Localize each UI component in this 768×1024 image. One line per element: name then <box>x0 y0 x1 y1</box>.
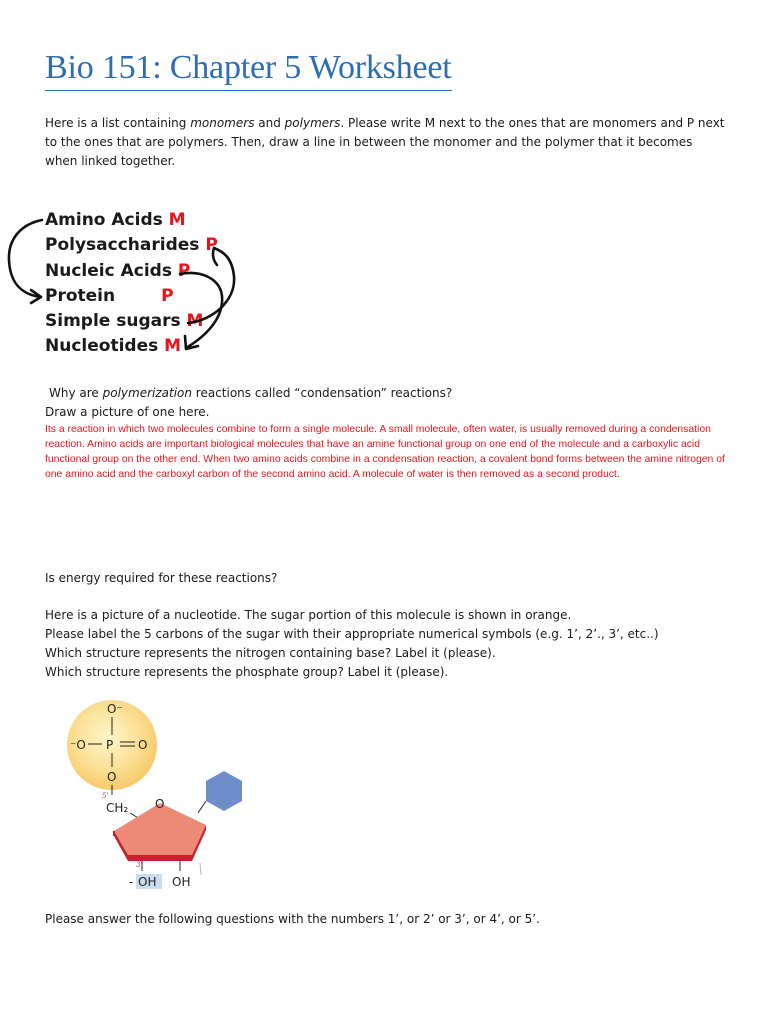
list-item-label: Nucleotides <box>45 336 165 357</box>
arrow-sugars-to-polysaccharides <box>188 248 234 323</box>
list-item-mark: M <box>168 210 186 230</box>
phosphate-o-left: ⁻O <box>70 738 86 752</box>
list-item-mark: M <box>164 336 182 357</box>
question-condensation <box>45 384 452 403</box>
list-item-label: Amino Acids <box>45 210 169 230</box>
question-draw-picture: Draw a picture of one here. <box>45 405 210 419</box>
base-hexagon <box>206 771 242 811</box>
question-energy: Is energy required for these reactions? <box>45 571 278 585</box>
oh-left-label: OH <box>138 875 157 889</box>
list-item-mark: P <box>205 235 218 256</box>
nucleotide-line: Please label the 5 carbons of the sugar with their appropriate numerical symbols (e.g. 1’, 2’., 3’, etc..) <box>45 627 659 641</box>
handdrawn-connection-arrows <box>0 200 260 370</box>
intro-polymers-word: polymers <box>284 116 341 130</box>
list-item-label: Polysaccharides <box>45 235 206 256</box>
nucleotide-instructions <box>45 606 745 682</box>
list-item-mark: M <box>186 311 204 332</box>
phosphate-o-top: O⁻ <box>107 702 123 716</box>
nucleotide-diagram <box>62 695 242 895</box>
arrow-amino-to-protein <box>9 220 42 297</box>
page-title: Bio 151: Chapter 5 Worksheet <box>45 48 452 91</box>
final-instruction: Please answer the following questions with the numbers 1’, or 2’ or 3’, or 4’, or 5’. <box>45 912 540 926</box>
list-item-mark: P <box>161 285 174 306</box>
ch2-label: CH₂ <box>106 801 129 815</box>
list-item-label: Protein <box>45 285 116 306</box>
phosphate-o-right: O <box>138 738 148 752</box>
question-text-end: reactions called “condensation” reactions? <box>191 386 453 400</box>
intro-text-start: Here is a list containing <box>45 116 191 130</box>
intro-paragraph <box>45 114 725 171</box>
phosphate-p: P <box>106 738 114 752</box>
list-item-label: Simple sugars <box>45 311 187 332</box>
nucleotide-line: Which structure represents the nitrogen containing base? Label it (please). <box>45 646 496 660</box>
prime-3-label: 3' <box>136 861 143 869</box>
ring-oxygen: O <box>155 797 165 811</box>
intro-text-rest: . Please write M next to the ones that are monomers and P next to the ones that are polymers. Then, draw a line in between the monomer and the polymer that it becomes when linked together. <box>45 116 725 168</box>
question-text: Why are <box>49 386 103 400</box>
answer-condensation: Its a reaction in which two molecules combine to form a single molecule. A small molecule, often water, is usually removed during a condensation reaction. Amino acids are important biological molecules that have an amine functional group on one end of the molecule and a carboxylic acid functional group on the other end. When two amino acids combine in a condensation reaction, a covalent bond forms between the amine nitrogen of one amino acid and the carboxyl carbon of the second amino acid. A molecule of water is then removed as a second product. <box>45 424 725 480</box>
oh-right-label: OH <box>172 875 191 889</box>
nucleotide-line: Which structure represents the phosphate group? Label it (please). <box>45 665 449 679</box>
nucleotide-line: Here is a picture of a nucleotide. The sugar portion of this molecule is shown in orange. <box>45 608 572 622</box>
arrowhead-polysaccharides <box>213 248 217 265</box>
prime-5-label: 5' <box>102 792 109 800</box>
intro-and-word: and <box>254 116 285 130</box>
intro-monomers-word: monomers <box>190 116 255 130</box>
phosphate-o-bottom: O <box>107 770 117 784</box>
question-italic-term: polymerization <box>102 386 192 400</box>
list-item-label: Nucleic Acids <box>45 260 178 281</box>
dash-left: - <box>129 875 134 889</box>
list-item-mark: P <box>177 260 191 281</box>
